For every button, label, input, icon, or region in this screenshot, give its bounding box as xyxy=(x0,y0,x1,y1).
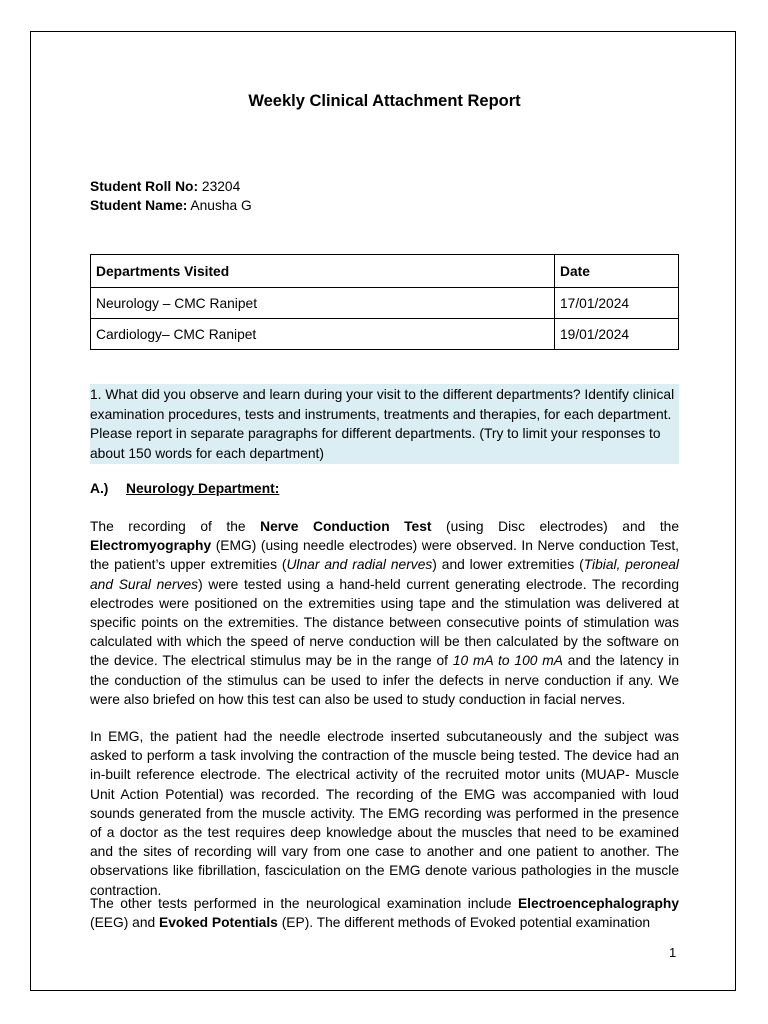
section-number: A.) xyxy=(90,481,109,496)
paragraph-other-tests xyxy=(90,894,679,932)
document-title: Weekly Clinical Attachment Report xyxy=(248,92,521,110)
bold-term: Electromyography xyxy=(90,538,212,554)
text-run: (using Disc electrodes) and the xyxy=(431,519,679,534)
italic-term: 10 mA to 100 mA xyxy=(452,653,563,669)
table-cell-department: Cardiology– CMC Ranipet xyxy=(91,319,555,350)
table-cell-date: 17/01/2024 xyxy=(555,288,679,319)
paragraph-emg: In EMG, the patient had the needle electrode inserted subcutaneously and the subject was asked to perform a task involving the contraction of the muscle being tested. The device had an in-built reference electrode. The electrical activity of the recruited motor units (MUAP- Muscle Unit Action Potential) was recorded. The recording of the EMG was accompanied with loud sounds generated from the muscle activity. The EMG recording was performed in the presence of a doctor as the test requires deep knowledge about the muscles that need to be examined and the sites of recording will vary from one case to another and one patient to another. The observations like fibrillation, fasciculation on the EMG denote various pathologies in the muscle contraction. xyxy=(90,729,679,898)
student-roll-label: Student Roll No: xyxy=(90,179,199,194)
text-run: The recording of the xyxy=(90,519,261,534)
italic-term: Ulnar and radial nerves xyxy=(286,557,433,573)
student-name-label: Student Name: xyxy=(90,198,188,213)
table-row xyxy=(91,288,679,319)
text-run: (EMG) (using needle electrodes) were observed. In Nerve conduction Test, the patient’s upper extremities ( xyxy=(90,538,679,573)
student-name-line xyxy=(90,196,679,215)
section-heading xyxy=(90,479,679,498)
section-name: Neurology Department: xyxy=(126,481,280,496)
text-run: (EP). The different methods of Evoked potential examination xyxy=(277,915,651,931)
student-roll-line xyxy=(90,177,679,196)
table-row xyxy=(91,319,679,350)
paragraph-nerve-conduction xyxy=(90,517,679,709)
bold-term: Nerve Conduction Test xyxy=(260,519,432,534)
student-name-value: Anusha G xyxy=(187,198,252,213)
text-run: The other tests performed in the neurological examination include xyxy=(90,896,518,911)
table-cell-department: Neurology – CMC Ranipet xyxy=(91,288,555,319)
text-run: ) and lower extremities ( xyxy=(432,557,584,573)
bold-term: Electroencephalography xyxy=(517,896,679,911)
page-number: 1 xyxy=(669,945,677,960)
question-prompt: 1. What did you observe and learn during your visit to the different departments? Identify clinical examination procedures, tests and instruments, treatments and therapies, for each department. Please report in separate paragraphs for different departments. (Try to limit your responses to about 150 words for each department) xyxy=(90,384,679,464)
student-roll-value: 23204 xyxy=(198,179,241,194)
student-info xyxy=(90,177,679,215)
table-header-row xyxy=(91,255,679,288)
bold-term: Evoked Potentials xyxy=(159,915,278,931)
text-run: ) were tested using a hand-held current generating electrode. The recording electrodes were positioned on the extremities using tape and the stimulation was delivered at specific points on the extremities. The distance between consecutive points of stimulation was calculated with which the speed of nerve conduction will be then calculated by the software on the device. The electrical stimulus may be in the range of xyxy=(90,576,679,669)
departments-table xyxy=(90,254,679,350)
table-cell-date: 19/01/2024 xyxy=(555,319,679,350)
table-header-departments: Departments Visited xyxy=(91,255,555,288)
table-header-date: Date xyxy=(555,255,679,288)
italic-term: Tibial, peroneal and Sural nerves xyxy=(90,557,679,592)
text-run: (EEG) and xyxy=(90,915,160,931)
text-run: and the latency in the conduction of the stimulus can be used to infer the defects in nerve conduction if any. We were also briefed on how this test can also be used to study conduction in facial nerves. xyxy=(90,653,679,707)
